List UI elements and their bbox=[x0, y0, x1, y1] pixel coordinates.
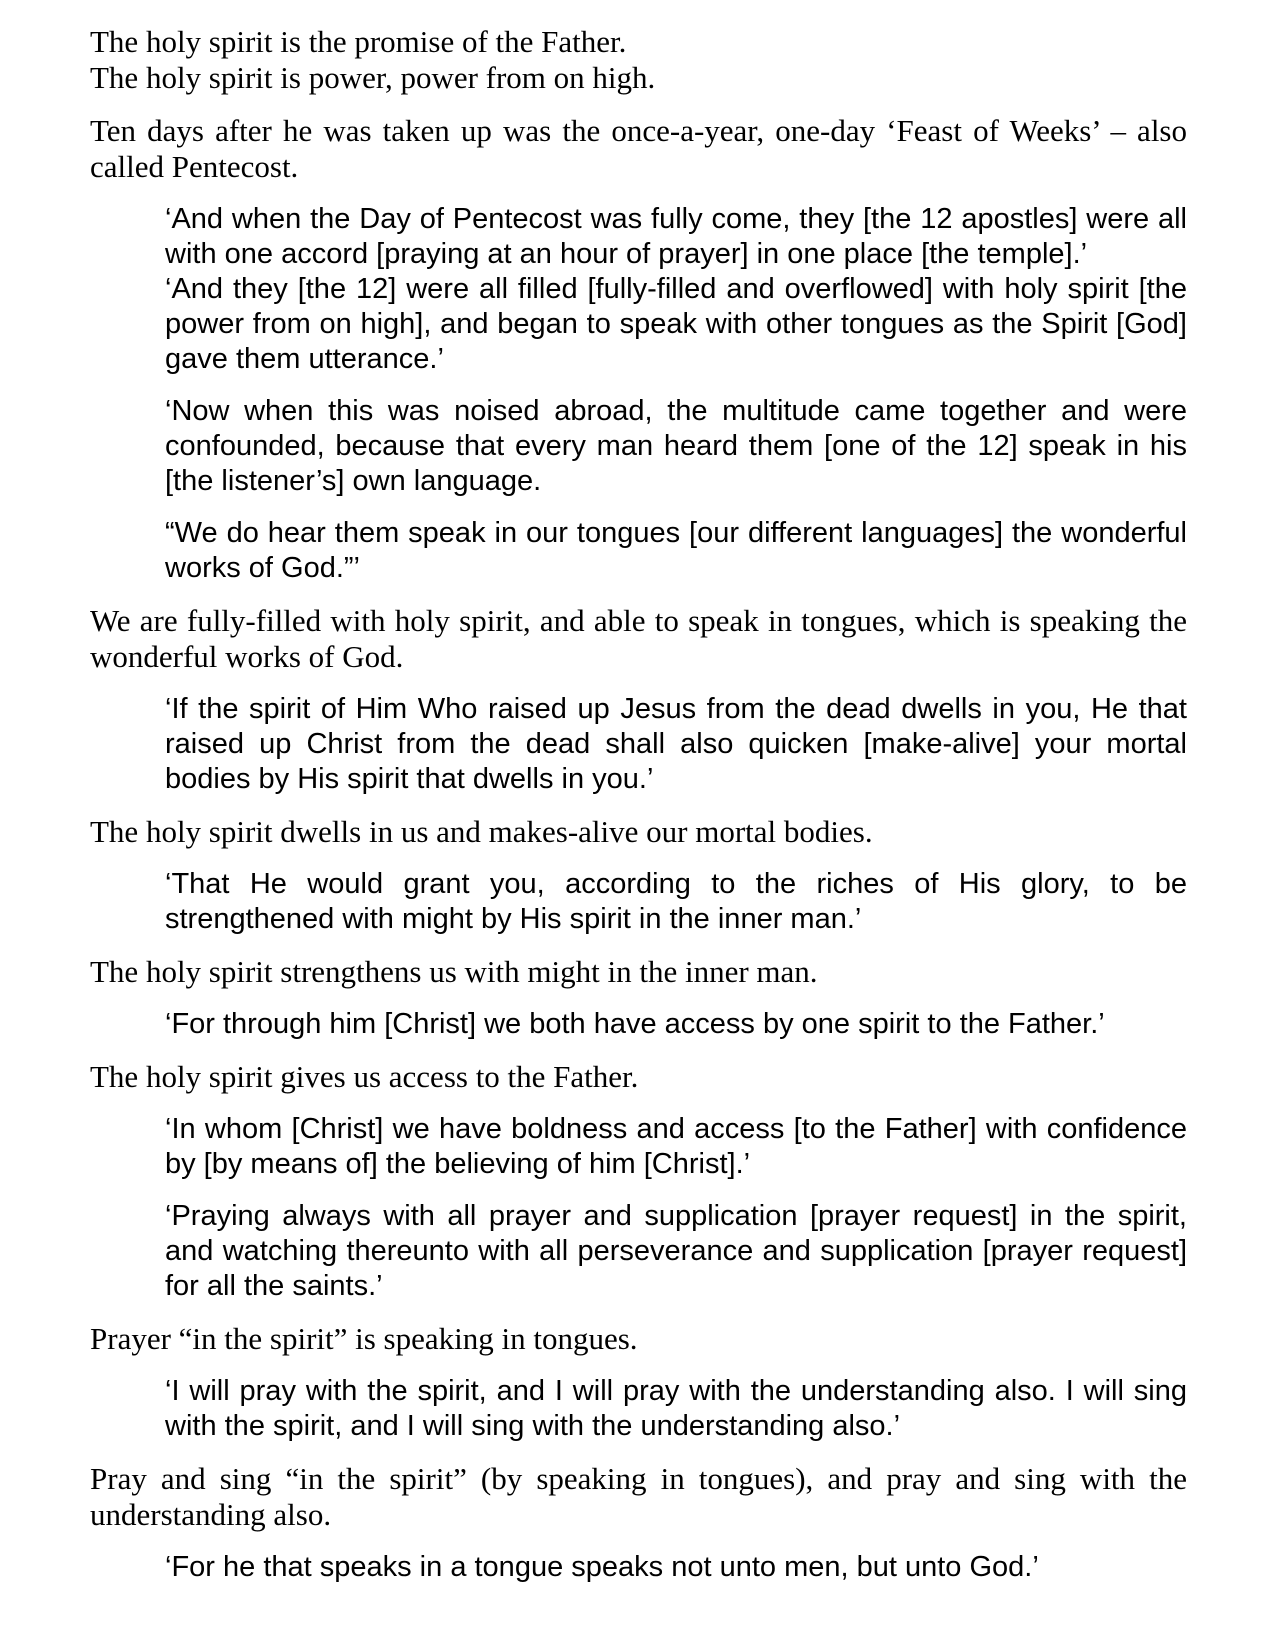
body-paragraph: Pray and sing “in the spirit” (by speaking in tongues), and pray and sing with the understanding also. bbox=[90, 1461, 1187, 1532]
quote-paragraph: ‘Praying always with all prayer and supplication [prayer request] in the spirit, and watching thereunto with all perseverance and supplication [prayer request] for all the saints.’ bbox=[165, 1200, 1187, 1302]
body-paragraph: The holy spirit dwells in us and makes-alive our mortal bodies. bbox=[90, 814, 873, 849]
body-paragraph: The holy spirit is power, power from on high. bbox=[90, 60, 656, 95]
body-paragraph: We are fully-filled with holy spirit, and able to speak in tongues, which is speaking the wonderful works of God. bbox=[90, 603, 1187, 674]
quote-paragraph: ‘And when the Day of Pentecost was fully come, they [the 12 apostles] were all with one accord [praying at an hour of prayer] in one place [the temple].’ bbox=[165, 203, 1187, 270]
body-paragraph: Prayer “in the spirit” is speaking in tongues. bbox=[90, 1321, 638, 1356]
document-content bbox=[90, 24, 1187, 1585]
quote-paragraph: ‘In whom [Christ] we have boldness and access [to the Father] with confidence by [by means of] the believing of him [Christ].’ bbox=[165, 1113, 1187, 1180]
quote-paragraph: ‘Now when this was noised abroad, the multitude came together and were confounded, because that every man heard them [one of the 12] speak in his [the listener’s] own language. bbox=[165, 395, 1187, 497]
body-paragraph: The holy spirit is the promise of the Father. bbox=[90, 24, 627, 59]
body-paragraph: Ten days after he was taken up was the once-a-year, one-day ‘Feast of Weeks’ – also called Pentecost. bbox=[90, 113, 1187, 184]
quote-paragraph: ‘For he that speaks in a tongue speaks not unto men, but unto God.’ bbox=[165, 1551, 1039, 1583]
body-paragraph: The holy spirit strengthens us with might in the inner man. bbox=[90, 954, 818, 989]
quote-paragraph: ‘For through him [Christ] we both have access by one spirit to the Father.’ bbox=[165, 1008, 1105, 1040]
quote-paragraph: ‘I will pray with the spirit, and I will pray with the understanding also. I will sing with the spirit, and I will sing with the understanding also.’ bbox=[165, 1375, 1187, 1442]
quote-paragraph: ‘That He would grant you, according to the riches of His glory, to be strengthened with might by His spirit in the inner man.’ bbox=[165, 868, 1187, 935]
quote-paragraph: ‘And they [the 12] were all filled [fully-filled and overflowed] with holy spirit [the power from on high], and began to speak with other tongues as the Spirit [God] gave them utterance.’ bbox=[165, 273, 1187, 375]
quote-paragraph: “We do hear them speak in our tongues [our different languages] the wonderful works of God.”’ bbox=[165, 517, 1187, 584]
body-paragraph: The holy spirit gives us access to the Father. bbox=[90, 1059, 639, 1094]
quote-paragraph: ‘If the spirit of Him Who raised up Jesus from the dead dwells in you, He that raised up Christ from the dead shall also quicken [make-alive] your mortal bodies by His spirit that dwells in you.’ bbox=[165, 693, 1187, 795]
